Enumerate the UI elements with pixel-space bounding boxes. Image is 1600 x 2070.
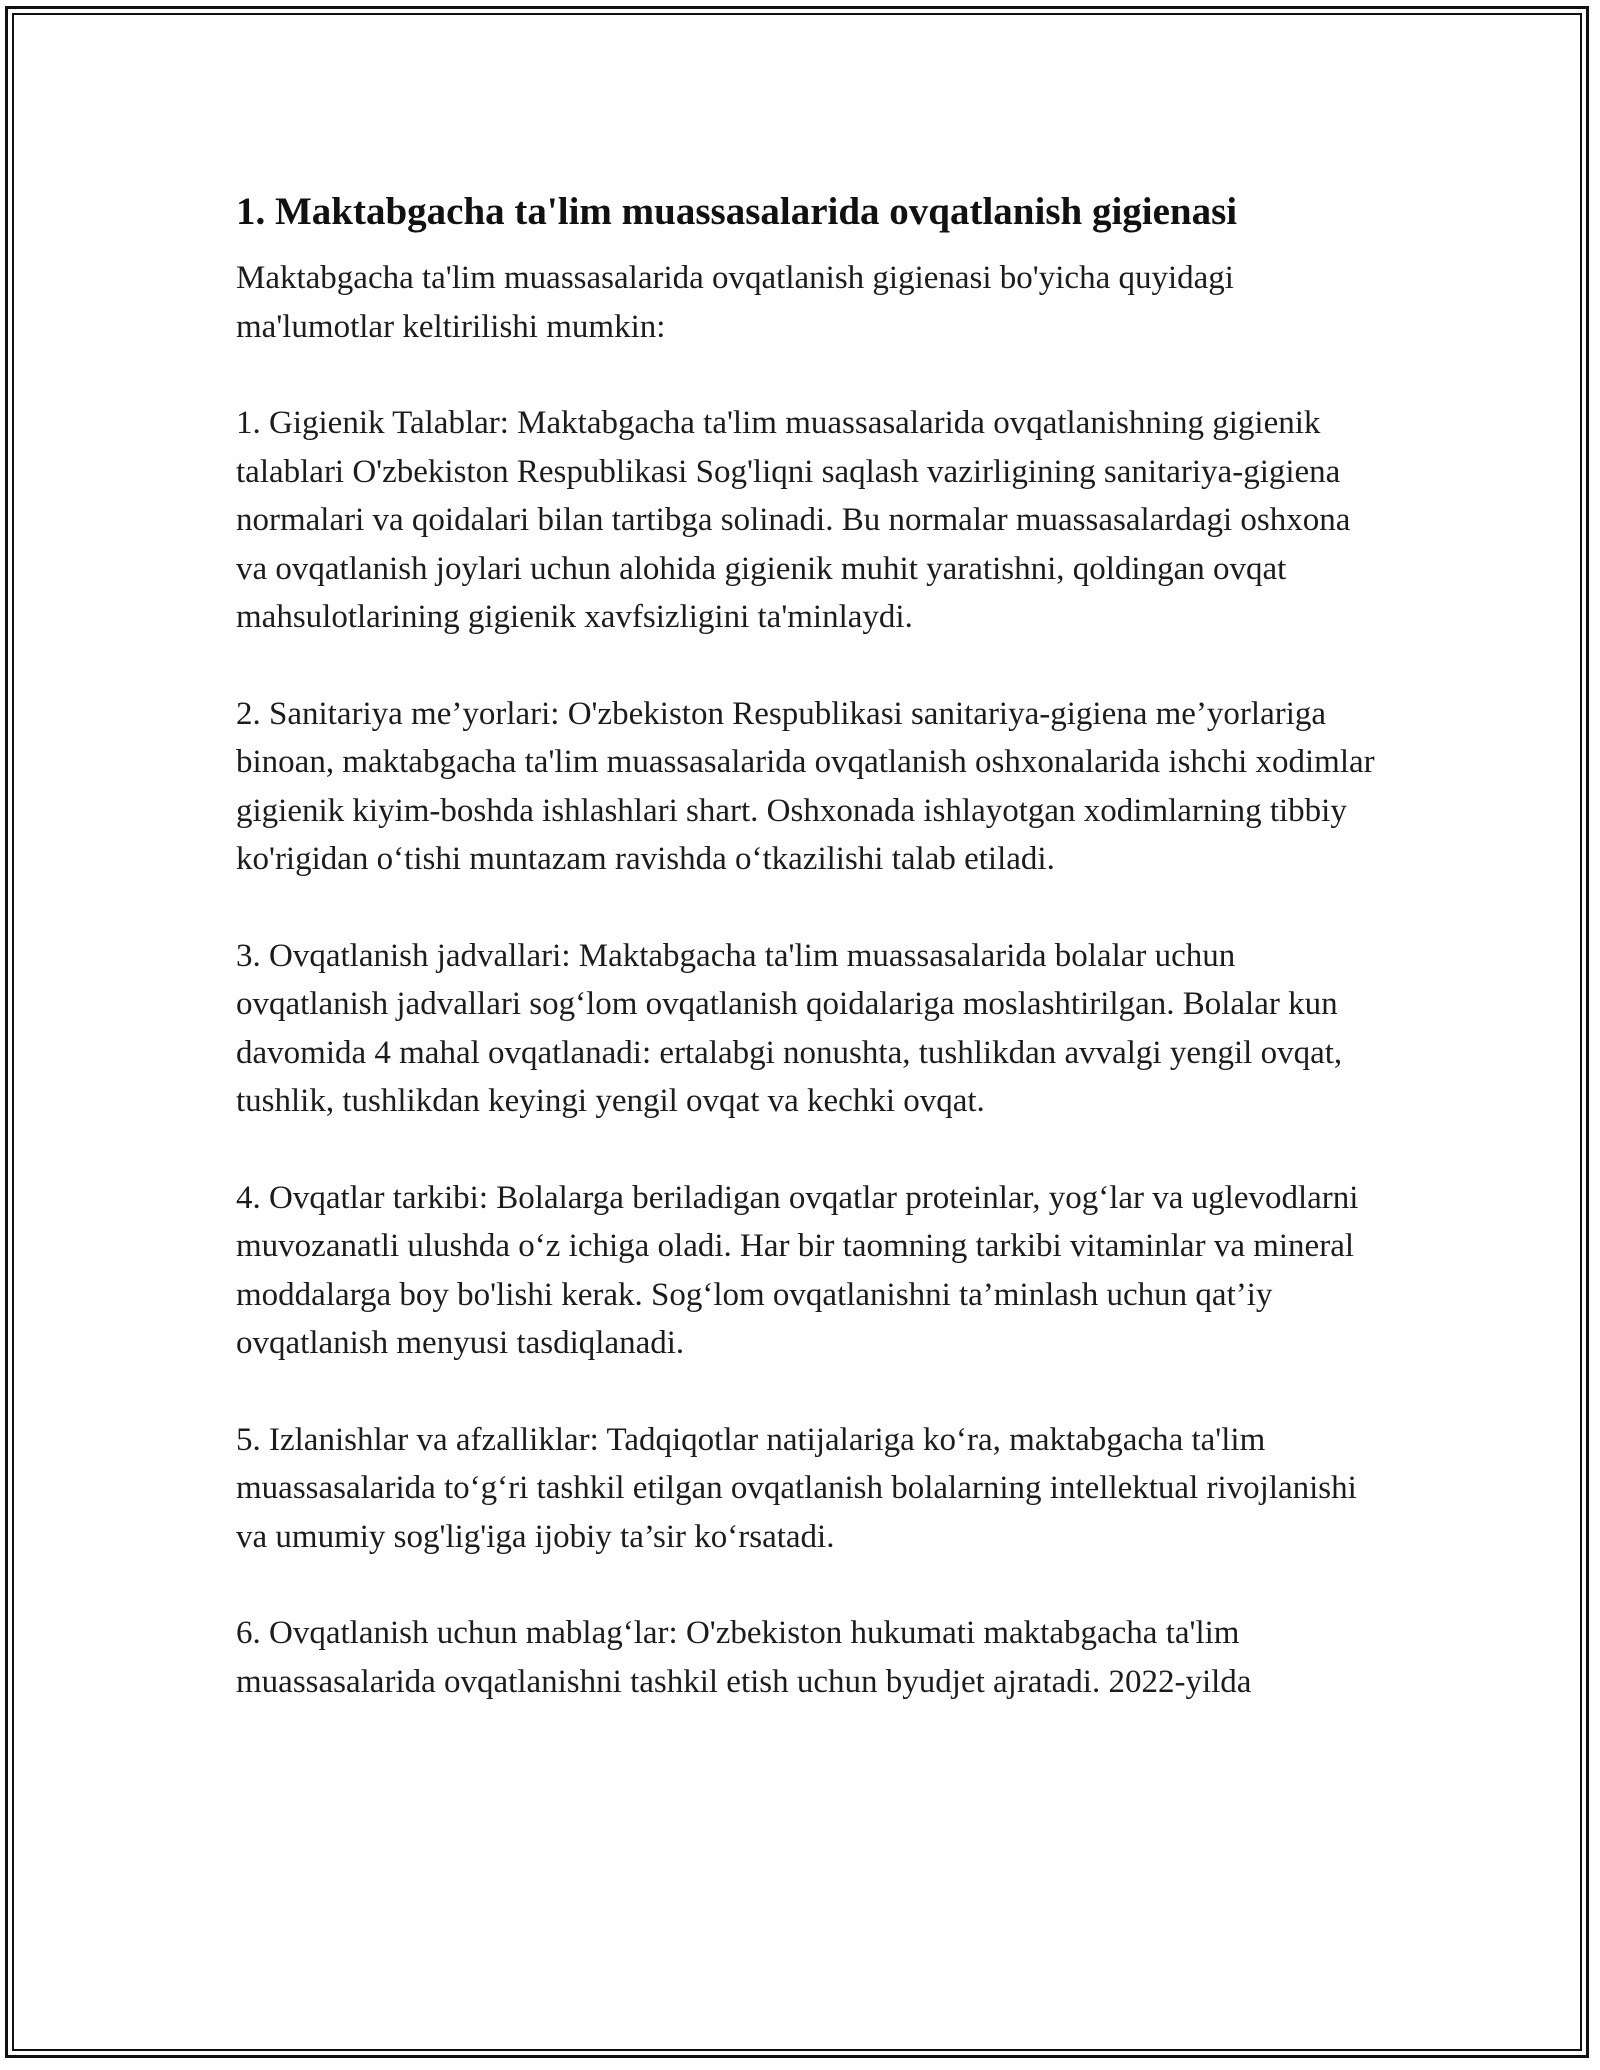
document-body [236,186,1386,1754]
section-paragraph-5: 5. Izlanishlar va afzalliklar: Tadqiqotlar natijalariga ko‘ra, maktabgacha ta'lim muassasalarida to‘g‘ri tashkil etilgan ovqatlanish bolalarning intellektual rivojlanishi va umumiy sog'lig'iga ijobiy ta’sir ko‘rsatadi. [236,1421,1357,1555]
intro-paragraph: Maktabgacha ta'lim muassasalarida ovqatlanish gigienasi bo'yicha quyidagi ma'lumotlar keltirilishi mumkin: [236,260,1234,345]
section-paragraph-2: 2. Sanitariya me’yorlari: O'zbekiston Respublikasi sanitariya-gigiena me’yorlariga binoan, maktabgacha ta'lim muassasalarida ovqatlanish oshxonalarida ishchi xodimlar gigienik kiyim-boshda ishlashlari shart. Oshxonada ishlayotgan xodimlarning tibbiy ko'rigidan o‘tishi muntazam ravishda o‘tkazilishi talab etiladi. [236,695,1375,877]
section-paragraph-1: 1. Gigienik Talablar: Maktabgacha ta'lim muassasalarida ovqatlanishning gigienik talablari O'zbekiston Respublikasi Sog'liqni saqlash vazirligining sanitariya-gigiena normalari va qoidalari bilan tartibga solinadi. Bu normalar muassasalardagi oshxona va ovqatlanish joylari uchun alohida gigienik muhit yaratishni, qoldingan ovqat mahsulotlarining gigienik xavfsizligini ta'minlaydi. [236,405,1351,635]
section-paragraph-3: 3. Ovqatlanish jadvallari: Maktabgacha ta'lim muassasalarida bolalar uchun ovqatlanish jadvallari sog‘lom ovqatlanish qoidalariga moslashtirilgan. Bolalar kun davomida 4 mahal ovqatlanadi: ertalabgi nonushta, tushlikdan avvalgi yengil ovqat, tushlik, tushlikdan keyingi yengil ovqat va kechki ovqat. [236,937,1343,1119]
document-title: 1. Maktabgacha ta'lim muassasalarida ovqatlanish gigienasi [236,190,1238,233]
section-paragraph-6: 6. Ovqatlanish uchun mablag‘lar: O'zbekiston hukumati maktabgacha ta'lim muassasalarida ovqatlanishni tashkil etish uchun byudjet ajratadi. 2022-yilda [236,1615,1252,1700]
section-paragraph-4: 4. Ovqatlar tarkibi: Bolalarga beriladigan ovqatlar proteinlar, yog‘lar va uglevodlarni muvozanatli ulushda o‘z ichiga oladi. Har bir taomning tarkibi vitaminlar va mineral moddalarga boy bo'lishi kerak. Sog‘lom ovqatlanishni ta’minlash uchun qat’iy ovqatlanish menyusi tasdiqlanadi. [236,1179,1359,1361]
